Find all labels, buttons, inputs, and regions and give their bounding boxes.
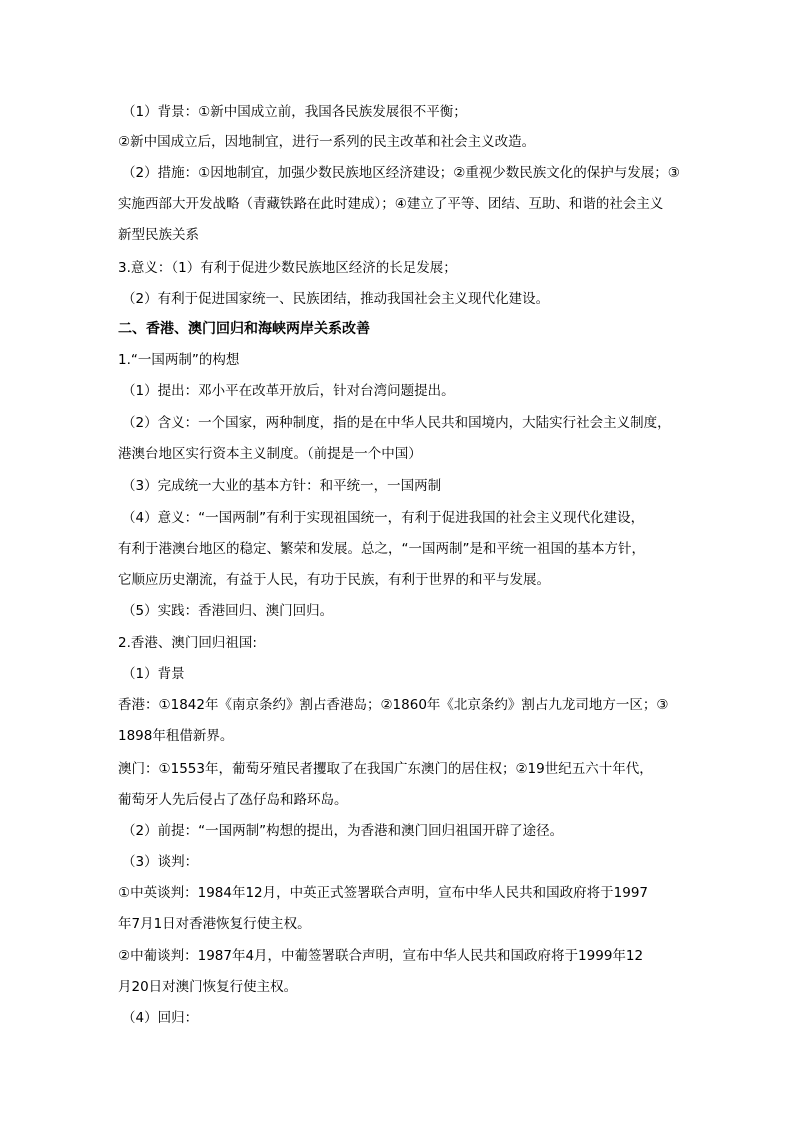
paragraph-line: 1898年租借新界。	[118, 728, 234, 744]
paragraph-line: 葡萄牙人先后侵占了氹仔岛和路环岛。	[118, 792, 348, 808]
paragraph-line: ①中英谈判：1984年12月，中英正式签署联合声明，宣布中华人民共和国政府将于1997	[118, 885, 648, 901]
paragraph-line: 1.“一国两制”的构想	[118, 352, 240, 368]
paragraph-line: ②新中国成立后，因地制宜，进行一系列的民主改革和社会主义改造。	[118, 134, 536, 150]
paragraph-line: 3.意义：（1）有利于促进少数民族地区经济的长足发展；	[118, 260, 457, 276]
paragraph-line: （1）背景：①新中国成立前，我国各民族发展很不平衡；	[122, 104, 467, 120]
paragraph-line: 有利于港澳台地区的稳定、繁荣和发展。总之，“一国两制”是和平统一祖国的基本方针，	[118, 541, 645, 557]
paragraph-line: （3）完成统一大业的基本方针：和平统一，一国两制	[122, 478, 442, 494]
paragraph-line: （4）回归：	[122, 1010, 199, 1026]
paragraph-line: 新型民族关系	[118, 227, 199, 243]
paragraph-line: （2）措施：①因地制宜，加强少数民族地区经济建设；②重视少数民族文化的保护与发展；③	[122, 165, 680, 181]
paragraph-line: 港澳台地区实行资本主义制度。（前提是一个中国）	[118, 446, 422, 462]
paragraph-line: （3）谈判：	[122, 854, 199, 870]
paragraph-line: （4）意义：“一国两制”有利于实现祖国统一，有利于促进我国的社会主义现代化建设，	[122, 510, 645, 526]
paragraph-line: 年7月1日对香港恢复行使主权。	[118, 916, 311, 932]
section-heading: 二、香港、澳门回归和海峡两岸关系改善	[118, 321, 370, 337]
paragraph-line: 月20日对澳门恢复行使主权。	[118, 979, 298, 995]
paragraph-line: 2.香港、澳门回归祖国:	[118, 635, 257, 651]
paragraph-line: 它顺应历史潮流，有益于人民，有功于民族，有利于世界的和平与发展。	[118, 572, 550, 588]
paragraph-line: （5）实践：香港回归、澳门回归。	[122, 603, 334, 619]
paragraph-line: 澳门：①1553年，葡萄牙殖民者攫取了在我国广东澳门的居住权；②19世纪五六十年代，	[118, 761, 653, 777]
paragraph-line: 实施西部大开发战略（青藏铁路在此时建成）；④建立了平等、团结、互助、和谐的社会主义	[118, 196, 664, 212]
paragraph-line: （1）提出：邓小平在改革开放后，针对台湾问题提出。	[122, 383, 455, 399]
paragraph-line: 香港：①1842年《南京条约》割占香港岛；②1860年《北京条约》割占九龙司地方一区；③	[118, 697, 669, 713]
paragraph-line: ②中葡谈判：1987年4月，中葡签署联合声明，宣布中华人民共和国政府将于1999年12	[118, 948, 644, 964]
paragraph-line: （2）有利于促进国家统一、民族团结，推动我国社会主义现代化建设。	[122, 291, 550, 307]
paragraph-line: （2）含义：一个国家，两种制度，指的是在中华人民共和国境内，大陆实行社会主义制度，	[122, 415, 671, 431]
paragraph-line: （1）背景	[122, 666, 185, 682]
paragraph-line: （2）前提：“一国两制”构想的提出，为香港和澳门回归祖国开辟了途径。	[122, 823, 564, 839]
